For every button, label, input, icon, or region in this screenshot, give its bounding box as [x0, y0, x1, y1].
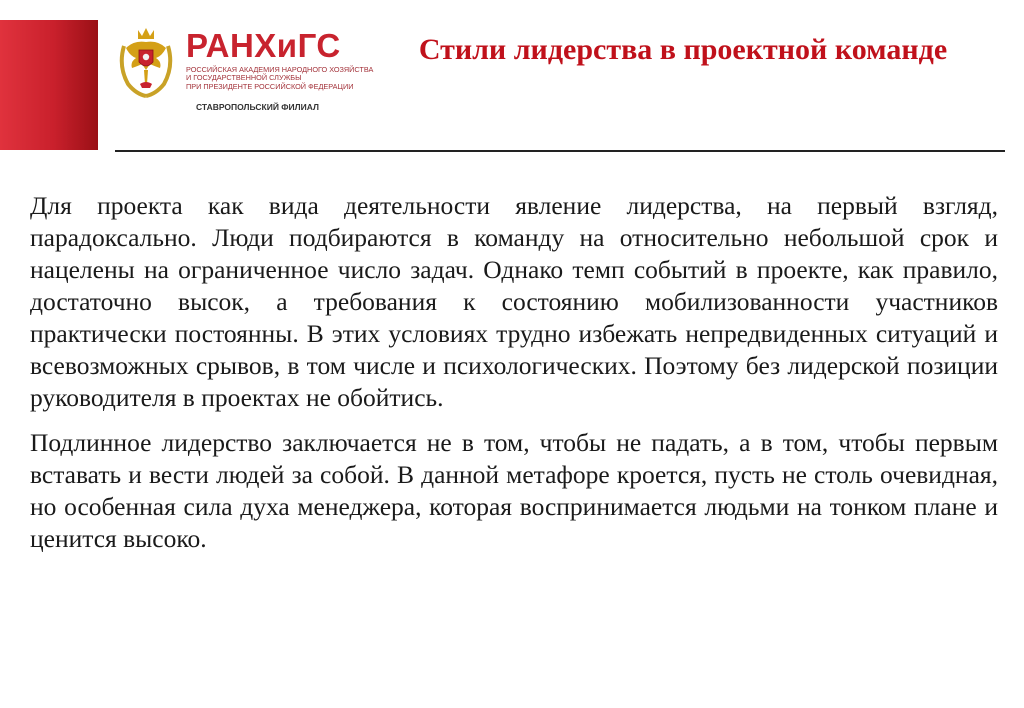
- logo-subtitle-line: ПРИ ПРЕЗИДЕНТЕ РОССИЙСКОЙ ФЕДЕРАЦИИ: [186, 81, 354, 91]
- header-divider: [115, 150, 1005, 152]
- body-paragraph: Подлинное лидерство заключается не в том, чтобы не падать, а в том, чтобы первым вставать и вести людей за собой. В данной метафоре кроется, пусть не столь очевидная, но особенная сила духа менеджера, которая воспринимается людьми на тонком плане и ценится высоко.: [30, 428, 998, 553]
- logo-subtitle-line: И ГОСУДАРСТВЕННОЙ СЛУЖБЫ: [186, 73, 302, 83]
- body-paragraph: Для проекта как вида деятельности явление лидерства, на первый взгляд, парадоксально. Люди подбираются в команду на относительно небольшой срок и нацелены на ограниченное число задач. Однако темп событий в проекте, как правило, достаточно высок, а требования к состоянию мобилизованности участников практически постоянны. В этих условиях трудно избежать непредвиденных ситуаций и всевозможных срывов, в том числе и психологических. Поэтому без лидерской позиции руководителя в проектах не обойтись.: [30, 191, 998, 412]
- logo-subtitle: [186, 66, 373, 91]
- red-side-bar: [0, 20, 98, 150]
- slide-title: Стили лидерства в проектной команде: [418, 33, 948, 66]
- slide-body: [30, 190, 998, 555]
- logo-branch: СТАВРОПОЛЬСКИЙ ФИЛИАЛ: [196, 102, 319, 112]
- logo-subtitle-line: РОССИЙСКАЯ АКАДЕМИЯ НАРОДНОГО ХОЗЯЙСТВА: [186, 65, 374, 74]
- double-headed-eagle-emblem-icon: [116, 26, 176, 98]
- ranepa-logo: [116, 26, 374, 116]
- logo-name: РАНХиГС: [186, 27, 341, 64]
